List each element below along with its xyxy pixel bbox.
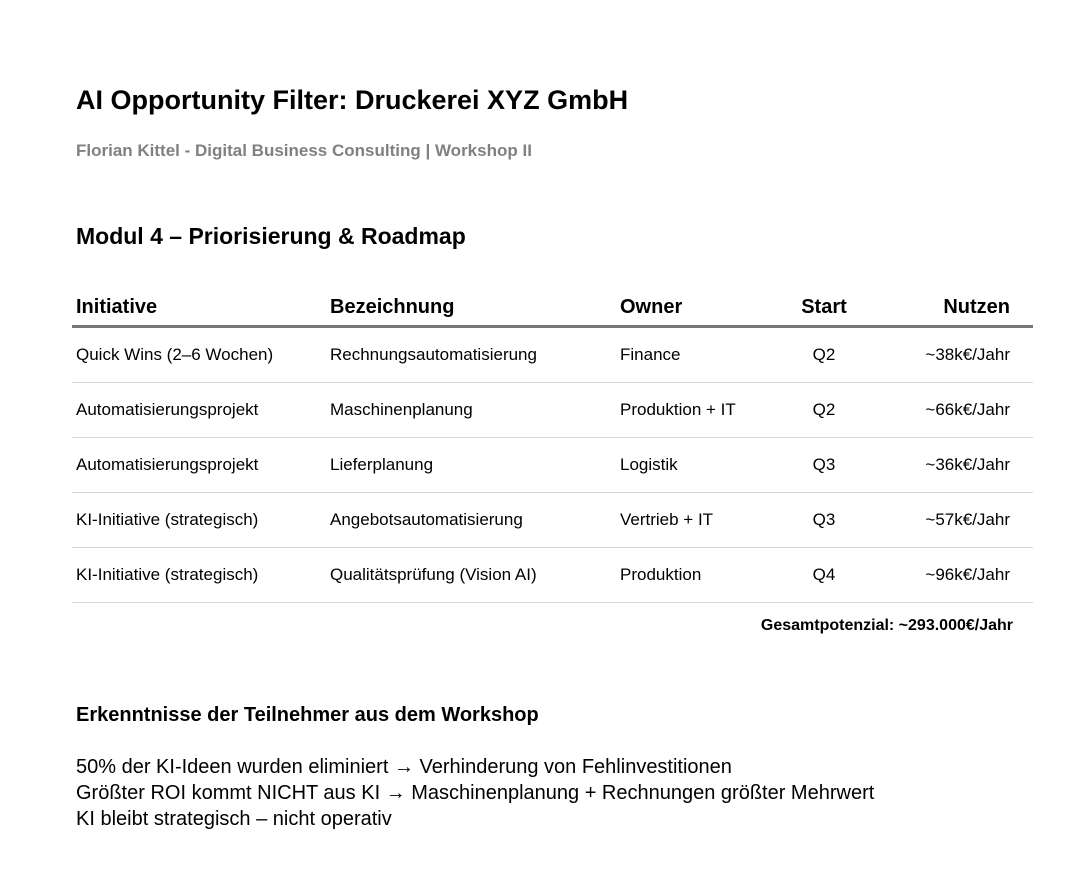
insight-item: KI bleibt strategisch – nicht operativ <box>76 808 392 830</box>
table-row <box>72 328 1033 383</box>
cell-nutzen: ~36k€/Jahr <box>925 455 1010 474</box>
cell-initiative: Automatisierungsprojekt <box>76 400 259 419</box>
cell-start: Q2 <box>812 345 836 364</box>
insights-list <box>76 754 874 832</box>
total-potential: Gesamtpotenzial: ~293.000€/Jahr <box>760 617 1013 634</box>
page-title: AI Opportunity Filter: Druckerei XYZ GmbH <box>76 85 629 115</box>
cell-initiative: Automatisierungsprojekt <box>76 455 259 474</box>
header-nutzen: Nutzen <box>943 296 1010 318</box>
header-start: Start <box>801 296 847 318</box>
cell-owner: Produktion <box>620 565 702 584</box>
cell-initiative: KI-Initiative (strategisch) <box>76 510 259 529</box>
cell-nutzen: ~66k€/Jahr <box>925 400 1010 419</box>
header-bezeichnung: Bezeichnung <box>330 296 455 318</box>
cell-start: Q2 <box>812 400 836 419</box>
table-row <box>72 493 1033 548</box>
cell-bezeichnung: Lieferplanung <box>330 455 434 474</box>
cell-nutzen: ~96k€/Jahr <box>925 565 1010 584</box>
header-owner: Owner <box>620 296 683 318</box>
cell-owner: Vertrieb + IT <box>620 510 714 529</box>
cell-nutzen: ~38k€/Jahr <box>925 345 1010 364</box>
cell-owner: Logistik <box>620 455 678 474</box>
insight-item: Größter ROI kommt NICHT aus KI → Maschinenplanung + Rechnungen größter Mehrwert <box>76 782 875 804</box>
table-row <box>72 383 1033 438</box>
cell-start: Q4 <box>812 565 836 584</box>
cell-bezeichnung: Qualitätsprüfung (Vision AI) <box>330 565 537 584</box>
table-row <box>72 548 1033 603</box>
cell-bezeichnung: Angebotsautomatisierung <box>330 510 523 529</box>
cell-owner: Finance <box>620 345 681 364</box>
page-subtitle: Florian Kittel - Digital Business Consulting | Workshop II <box>76 141 532 160</box>
cell-owner: Produktion + IT <box>620 400 736 419</box>
roadmap-table <box>72 292 1033 603</box>
insights-heading: Erkenntnisse der Teilnehmer aus dem Workshop <box>76 704 539 726</box>
insight-item: 50% der KI-Ideen wurden eliminiert → Verhinderung von Fehlinvestitionen <box>76 756 732 778</box>
table-header-row <box>72 292 1033 328</box>
cell-bezeichnung: Maschinenplanung <box>330 400 473 419</box>
cell-start: Q3 <box>812 510 836 529</box>
cell-bezeichnung: Rechnungsautomatisierung <box>330 345 537 364</box>
cell-initiative: KI-Initiative (strategisch) <box>76 565 259 584</box>
cell-initiative: Quick Wins (2–6 Wochen) <box>76 345 274 364</box>
table-row <box>72 438 1033 493</box>
cell-start: Q3 <box>812 455 836 474</box>
module-heading: Modul 4 – Priorisierung & Roadmap <box>76 223 466 249</box>
header-initiative: Initiative <box>76 296 158 318</box>
cell-nutzen: ~57k€/Jahr <box>925 510 1010 529</box>
